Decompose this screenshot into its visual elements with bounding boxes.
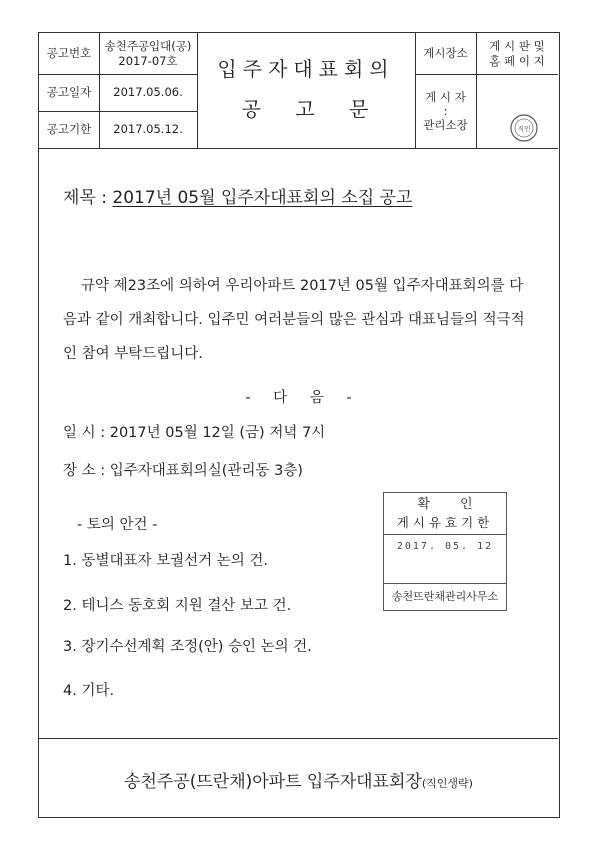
seal-text: 직인: [517, 125, 531, 133]
notice-no-label: 공고번호: [46, 46, 92, 60]
seal-note: (직인생략): [421, 777, 473, 790]
place-label: 장 소 :: [63, 463, 106, 479]
notice-date-value: 2017.05.06.: [113, 85, 183, 99]
agenda-item: 2. 테니스 동호회 지원 결산 보고 건.: [63, 598, 292, 614]
stamp-validity-label: 게시유효기한: [384, 513, 506, 535]
posting-validity-stamp: [383, 492, 507, 611]
notice-subject: [63, 183, 412, 208]
date-label: 일 시 :: [63, 425, 106, 441]
place-value: 입주자대표회의실(관리동 3층): [109, 463, 303, 479]
stamp-date: 2017. 05. 12: [396, 541, 494, 552]
subject-label: 제목 :: [63, 188, 107, 208]
agenda-item: 4. 기타.: [63, 683, 115, 699]
agenda-heading: - 토의 안건 -: [77, 517, 158, 533]
header-table: [39, 33, 558, 149]
official-seal-icon: [509, 113, 539, 143]
signature-text: 송천주공(뜨란채)아파트 입주자대표회장: [124, 772, 422, 792]
notice-period-label: 공고기한: [46, 122, 92, 136]
footer-signature: [39, 767, 558, 792]
agenda-item: 3. 장기수선계획 조정(안) 승인 논의 건.: [63, 639, 312, 655]
notice-no-value: 송천주공입대(공) 2017-07호: [104, 38, 192, 68]
post-place-label: 게시장소: [423, 46, 468, 60]
notice-paragraph: 규약 제23조에 의하여 우리아파트 2017년 05월 입주자대표회의를 다음과 같이 개최합니다. 입주민 여러분들의 많은 관심과 대표님들의 적극적인 참여 부탁드립니다.: [63, 278, 525, 362]
notice-period-value: 2017.05.12.: [113, 122, 183, 136]
post-place-value: 게 시 판 및 홈 페 이 지: [489, 38, 545, 68]
below-heading: - 다 음 -: [245, 390, 352, 406]
schedule-place: [63, 459, 303, 480]
document-title-line2: 공 고 문: [241, 96, 371, 121]
poster-label: 게 시 자 : 관리소장: [423, 90, 468, 132]
notice-document: [38, 32, 560, 818]
document-title-line1: 입주자대표회의: [217, 56, 395, 81]
notice-date-label: 공고일자: [46, 85, 92, 99]
date-value: 2017년 05월 12일 (금) 저녁 7시: [109, 425, 326, 441]
stamp-office: 송천뜨란채관리사무소: [384, 583, 506, 610]
stamp-confirm: 확인: [417, 497, 503, 512]
agenda-item: 1. 동별대표자 보궐선거 논의 건.: [63, 553, 268, 569]
footer: [39, 738, 558, 817]
schedule-date: [63, 421, 325, 442]
subject-value: 2017년 05월 입주자대표회의 소집 공고: [112, 188, 413, 208]
